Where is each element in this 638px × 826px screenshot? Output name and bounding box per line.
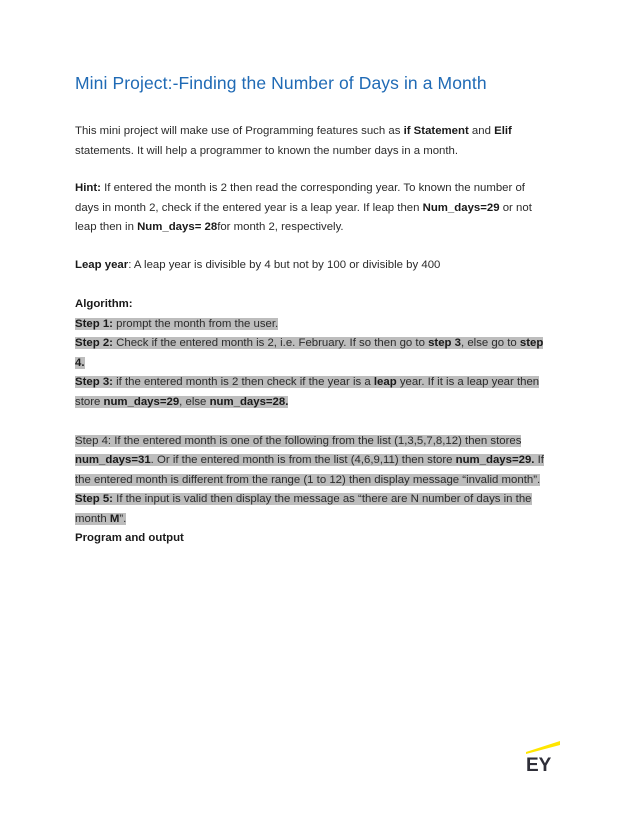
step-3-line-1: Step 3: if the entered month is 2 then check if the year is a leap year. If it is a leap year then: [75, 376, 540, 388]
step-5-line-1: Step 5: If the input is valid then display the message as “there are N number of days in the: [75, 493, 532, 505]
step-4-line-3: the entered month is different from the range (1 to 12) then display message “invalid month”.: [75, 473, 541, 486]
step-2-line-2: 4.: [75, 356, 85, 369]
ey-logo: [524, 738, 564, 774]
hint-paragraph: Hint: If entered the month is 2 then read the corresponding year. To known the number of days in month 2, check if the entered year is a leap year. If leap then Num_days=29 or not leap then in Num_days= 28for month 2, respectively.: [75, 182, 532, 233]
algorithm-section: [75, 295, 565, 549]
hint-label: Hint:: [75, 182, 101, 194]
leap-year-label: Leap year: [75, 259, 129, 271]
step-5-line-2: month M”.: [75, 512, 127, 525]
step-4-line-2: num_days=31. Or if the entered month is from the list (4,6,9,11) then store num_days=29. If: [75, 454, 544, 466]
program-output-heading: Program and output: [75, 532, 184, 544]
ey-logo-text: EY: [526, 755, 552, 774]
ey-logo-mark: [524, 738, 564, 774]
step-1: Step 1: prompt the month from the user.: [75, 317, 279, 330]
leap-year-paragraph: Leap year: A leap year is divisible by 4 but not by 100 or divisible by 400: [75, 259, 441, 271]
intro-paragraph: This mini project will make use of Programming features such as if Statement and Elif statements. It will help a programmer to known the number days in a month.: [75, 125, 512, 157]
algorithm-heading: Algorithm:: [75, 298, 133, 310]
ey-logo-accent: [526, 741, 560, 754]
step-3-line-2: store num_days=29, else num_days=28.: [75, 395, 289, 408]
page-title: Mini Project:-Finding the Number of Days in a Month: [75, 73, 487, 93]
step-2-line-1: Step 2: Check if the entered month is 2, i.e. February. If so then go to step 3, else go to step: [75, 337, 544, 349]
step-4-line-1: Step 4: If the entered month is one of the following from the list (1,3,5,7,8,12) then stores: [75, 434, 522, 447]
